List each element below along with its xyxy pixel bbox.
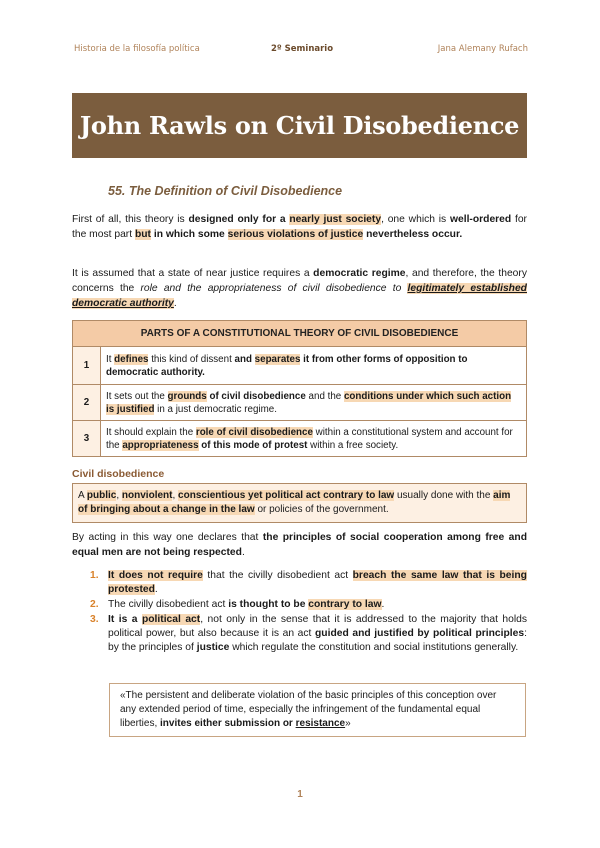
list-item bbox=[90, 613, 527, 655]
text: . bbox=[241, 547, 245, 558]
title-banner bbox=[72, 93, 527, 158]
text: «The persistent and deliberate violation of the basic principles of this conception over any extended period of time, especially the infringement of the fundamental equal liberties, bbox=[120, 690, 497, 729]
text: , and therefore, the theory concerns the bbox=[72, 268, 527, 294]
highlight: appropriateness bbox=[122, 439, 199, 451]
text: By acting in this way one declares that bbox=[72, 532, 263, 543]
emphasis: the principles of social cooperation among free and equal men are not being respected bbox=[72, 532, 527, 558]
row-text bbox=[101, 347, 527, 385]
text: First of all, this theory is bbox=[72, 214, 189, 225]
emphasis: of civil disobedience bbox=[206, 390, 306, 402]
text: It bbox=[106, 353, 115, 365]
text: It sets out the bbox=[106, 390, 168, 402]
parts-table-header: PARTS OF A CONSTITUTIONAL THEORY OF CIVIL DISOBEDIENCE bbox=[73, 321, 527, 347]
row-number: 1 bbox=[73, 347, 101, 385]
row-text bbox=[101, 421, 527, 457]
section-title: 55. The Definition of Civil Disobedience bbox=[108, 184, 343, 198]
table-row bbox=[73, 421, 527, 457]
row-text bbox=[101, 385, 527, 421]
emphasis: nevertheless occur. bbox=[363, 229, 463, 240]
emphasis: is thought to be bbox=[228, 599, 309, 610]
highlight: breach the same law that is being protested bbox=[108, 570, 527, 595]
text: , one which is bbox=[381, 214, 450, 225]
emphasis: and bbox=[234, 353, 255, 365]
text: within a constitutional system and account for the bbox=[106, 426, 513, 451]
row-number: 3 bbox=[73, 421, 101, 457]
highlight: legitimately established democratic authority bbox=[72, 283, 527, 309]
text: . bbox=[173, 298, 177, 309]
page-number: 1 bbox=[297, 789, 303, 800]
emphasis: in which some bbox=[150, 229, 228, 240]
paragraph-principles bbox=[72, 530, 527, 560]
table-row bbox=[73, 385, 527, 421]
italic-text: role and the appropriateness of civil disobedience to bbox=[140, 283, 408, 294]
highlight: nearly just society bbox=[289, 214, 382, 225]
parts-table bbox=[72, 320, 527, 457]
emphasis: invites either submission or bbox=[160, 718, 296, 729]
text: It should explain the bbox=[106, 426, 196, 438]
highlight: political act bbox=[141, 614, 201, 625]
table-row bbox=[73, 347, 527, 385]
text: . bbox=[381, 599, 385, 610]
highlight: but bbox=[134, 229, 151, 240]
highlight: defines bbox=[114, 353, 149, 365]
text: for the most part bbox=[72, 214, 527, 240]
list-number: 2. bbox=[90, 599, 99, 610]
text: , bbox=[116, 490, 122, 501]
emphasis: It is a bbox=[108, 614, 142, 625]
header-course: Historia de la filosofía política bbox=[74, 44, 200, 54]
text: which regulate the constitution and social institutions generally. bbox=[229, 642, 519, 653]
points-list bbox=[90, 569, 527, 656]
highlight: nonviolent bbox=[121, 490, 173, 501]
highlight: grounds bbox=[167, 390, 207, 402]
page-title: John Rawls on Civil Disobedience bbox=[79, 111, 520, 140]
emphasis: guided and justified by political principles bbox=[315, 628, 525, 639]
text: or policies of the government. bbox=[254, 504, 389, 515]
highlight: aim of bringing about a change in the law bbox=[78, 490, 511, 515]
definition-title: Civil disobedience bbox=[72, 468, 165, 480]
text: » bbox=[345, 718, 351, 729]
paragraph-regime bbox=[72, 266, 527, 311]
text: in a just democratic regime. bbox=[154, 403, 277, 415]
emphasis: well-ordered bbox=[449, 214, 512, 225]
text: this kind of dissent bbox=[148, 353, 235, 365]
list-item bbox=[90, 598, 527, 612]
header-author: Jana Alemany Rufach bbox=[437, 44, 528, 54]
paragraph-intro bbox=[72, 212, 527, 242]
text: within a free society. bbox=[307, 439, 399, 451]
header-seminar: 2º Seminario bbox=[271, 44, 334, 54]
highlight: conditions under which such action is justified bbox=[106, 390, 512, 415]
text: that the civilly disobedient act bbox=[202, 570, 353, 581]
highlight: public bbox=[86, 490, 117, 501]
text: : by the principles of bbox=[108, 628, 527, 653]
text: A bbox=[78, 490, 87, 501]
highlight: contrary to law bbox=[308, 599, 382, 610]
highlight: serious violations of justice bbox=[227, 229, 364, 240]
underlined-text: resistance bbox=[295, 718, 346, 729]
emphasis: democratic regime bbox=[313, 268, 406, 279]
text: and the bbox=[305, 390, 344, 402]
list-number: 1. bbox=[90, 570, 99, 581]
list-number: 3. bbox=[90, 614, 99, 625]
text: The civilly disobedient act bbox=[108, 599, 229, 610]
list-item bbox=[90, 569, 527, 597]
text: . bbox=[154, 584, 158, 595]
quote-box bbox=[109, 683, 526, 737]
text: usually done with the bbox=[394, 490, 494, 501]
text: , bbox=[172, 490, 179, 501]
row-number: 2 bbox=[73, 385, 101, 421]
highlight: role of civil disobedience bbox=[195, 426, 313, 438]
highlight: It does not require bbox=[108, 570, 203, 581]
emphasis: it from other forms of opposition to democratic authority. bbox=[106, 353, 468, 378]
highlight: conscientious yet political act contrary to law bbox=[178, 490, 395, 501]
emphasis: justice bbox=[196, 642, 230, 653]
emphasis: of this mode of protest bbox=[198, 439, 308, 451]
definition-box bbox=[72, 483, 527, 523]
emphasis: designed only for a bbox=[188, 214, 290, 225]
text: It is assumed that a state of near justice requires a bbox=[72, 268, 314, 279]
highlight: separates bbox=[254, 353, 301, 365]
text: , not only in the sense that it is addressed to the majority that holds political power, but also because it is an act bbox=[108, 614, 527, 639]
